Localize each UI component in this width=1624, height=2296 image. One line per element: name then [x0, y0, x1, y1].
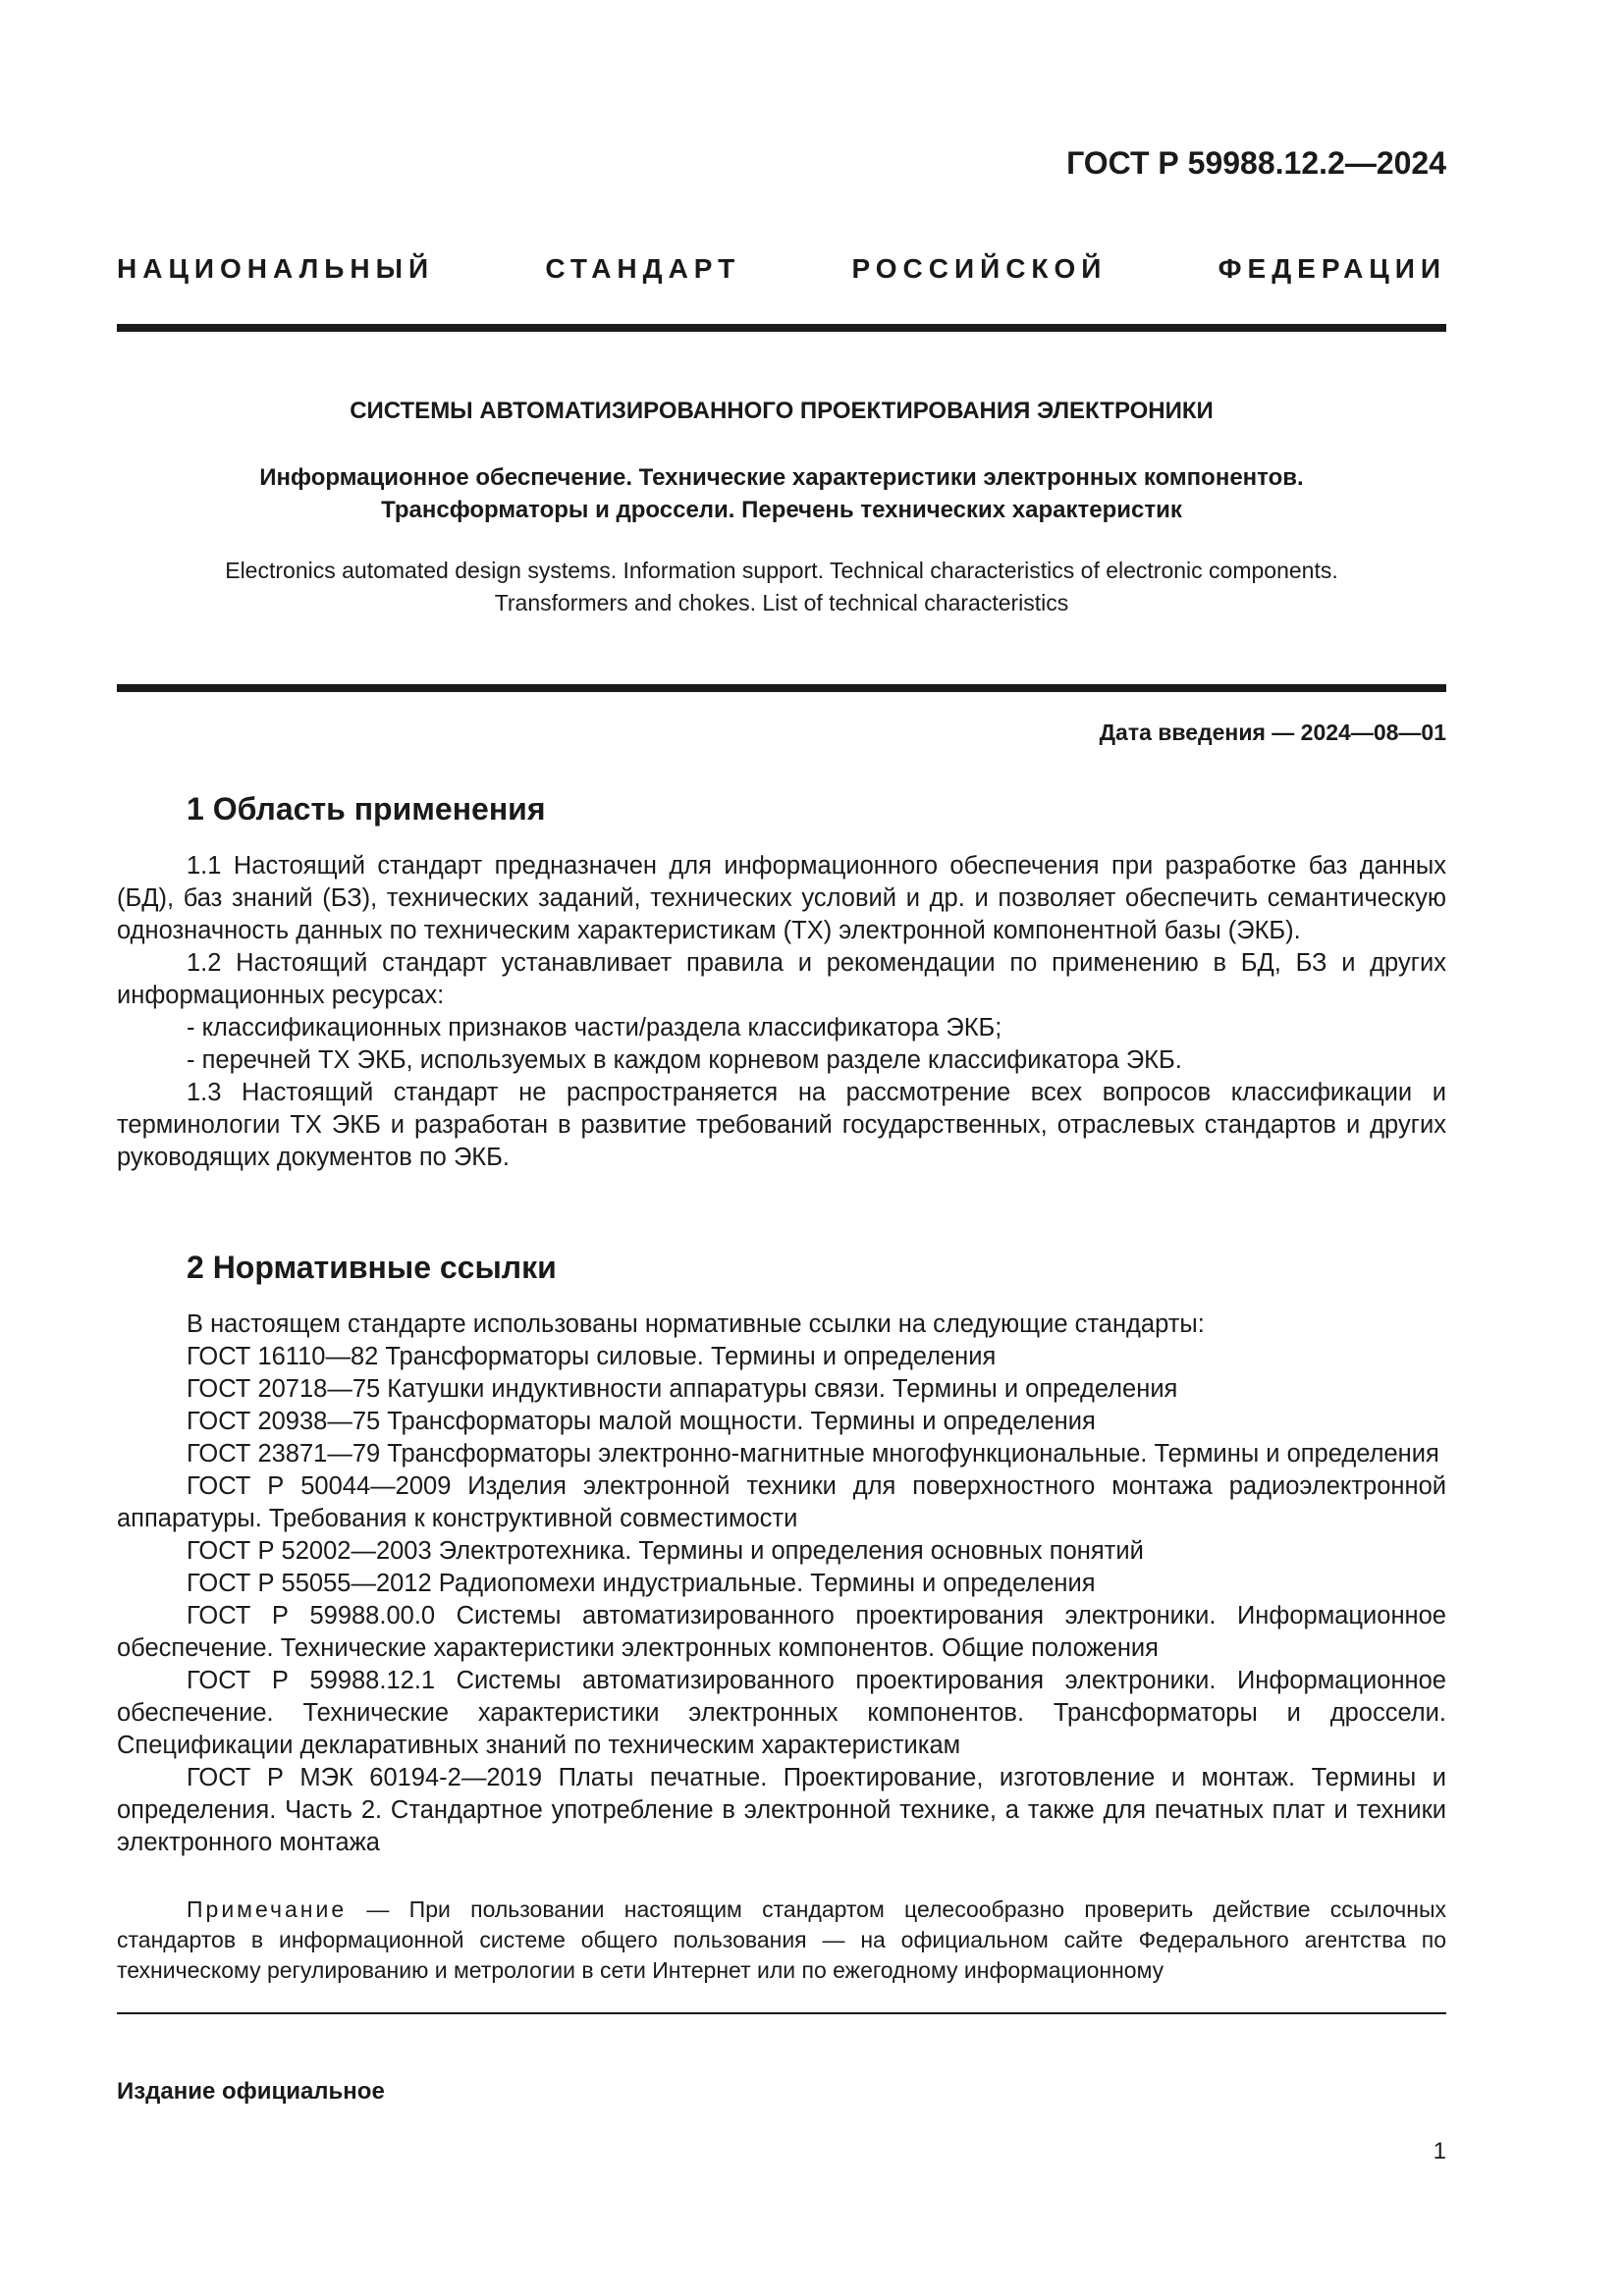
english-title-line-2: Transformers and chokes. List of technical characteristics: [494, 590, 1069, 615]
english-title: [117, 555, 1446, 619]
introduction-date: Дата введения — 2024—08—01: [1099, 720, 1446, 745]
section-1-body: [117, 850, 1446, 1174]
reference-item: ГОСТ Р 59988.00.0 Системы автоматизированного проектирования электроники. Информационное обеспечение. Технические характеристики электронных компонентов. Общие положения: [117, 1602, 1446, 1662]
reference-item: ГОСТ 23871—79 Трансформаторы электронно-магнитные многофункциональные. Термины и определения: [187, 1440, 1439, 1468]
reference-item: ГОСТ 20938—75 Трансформаторы малой мощности. Термины и определения: [187, 1408, 1096, 1435]
paragraph-1-3: 1.3 Настоящий стандарт не распространяется на рассмотрение всех вопросов классификации и терминологии ТХ ЭКБ и разработан в развитие требований государственных, отраслевых стандартов и других руководящих документов по ЭКБ.: [117, 1079, 1446, 1171]
subtitle-line-1: Информационное обеспечение. Технические характеристики электронных компонентов.: [259, 464, 1304, 491]
note-label: Примечание: [187, 1896, 348, 1922]
document-subtitle: [117, 461, 1446, 526]
note-paragraph: [117, 1895, 1446, 1986]
english-title-line-1: Electronics automated design systems. Information support. Technical characteristics of electronic components.: [225, 558, 1338, 583]
edition-label: Издание официальное: [117, 2078, 385, 2105]
list-item: - классификационных признаков части/раздела классификатора ЭКБ;: [187, 1014, 1002, 1041]
reference-item: ГОСТ 20718—75 Катушки индуктивности аппаратуры связи. Термины и определения: [187, 1375, 1178, 1403]
reference-item: ГОСТ Р МЭК 60194-2—2019 Платы печатные. Проектирование, изготовление и монтаж. Термины и определения. Часть 2. Стандартное употребление в электронной технике, а также для печатных плат и техники электронного монтажа: [117, 1764, 1446, 1856]
list-item: - перечней ТХ ЭКБ, используемых в каждом корневом разделе классификатора ЭКБ.: [187, 1046, 1182, 1074]
reference-item: ГОСТ Р 55055—2012 Радиопомехи индустриальные. Термины и определения: [187, 1570, 1096, 1597]
top-divider: [117, 324, 1446, 332]
subtitle-line-2: Трансформаторы и дроссели. Перечень технических характеристик: [381, 497, 1182, 523]
page-number: 1: [1433, 2138, 1446, 2164]
title-divider: [117, 684, 1446, 692]
section-2-body: [117, 1308, 1446, 1859]
footer-divider: [117, 2012, 1446, 2014]
document-number: ГОСТ Р 59988.12.2—2024: [1066, 145, 1446, 181]
section-2-heading: 2 Нормативные ссылки: [187, 1250, 557, 1285]
national-standard-banner: НАЦИОНАЛЬНЫЙ СТАНДАРТ РОССИЙСКОЙ ФЕДЕРАЦИИ: [117, 253, 1446, 284]
section-1-heading: 1 Область применения: [187, 791, 546, 827]
reference-item: ГОСТ 16110—82 Трансформаторы силовые. Термины и определения: [187, 1343, 997, 1370]
note-block: [117, 1895, 1446, 1986]
note-text: — При пользовании настоящим стандартом целесообразно проверить действие ссылочных стандартов в информационной системе общего пользования — на официальном сайте Федерального агентства по техническому регулированию и метрологии в сети Интернет или по ежегодному информационному: [117, 1896, 1446, 1983]
reference-item: ГОСТ Р 52002—2003 Электротехника. Термины и определения основных понятий: [187, 1537, 1144, 1565]
paragraph-1-2: 1.2 Настоящий стандарт устанавливает правила и рекомендации по применению в БД, БЗ и других информационных ресурсах:: [117, 949, 1446, 1009]
reference-item: ГОСТ Р 59988.12.1 Системы автоматизированного проектирования электроники. Информационное обеспечение. Технические характеристики электронных компонентов. Трансформаторы и дроссели. Спецификации декларативных знаний по техническим характеристикам: [117, 1667, 1446, 1759]
document-title: СИСТЕМЫ АВТОМАТИЗИРОВАННОГО ПРОЕКТИРОВАНИЯ ЭЛЕКТРОНИКИ: [350, 398, 1214, 424]
reference-item: ГОСТ Р 50044—2009 Изделия электронной техники для поверхностного монтажа радиоэлектронной аппаратуры. Требования к конструктивной совместимости: [117, 1472, 1446, 1532]
paragraph-1-1: 1.1 Настоящий стандарт предназначен для информационного обеспечения при разработке баз данных (БД), баз знаний (БЗ), технических заданий, технических условий и др. и позволяет обеспечить семантическую однозначность данных по техническим характеристикам (ТХ) электронной компонентной базы (ЭКБ).: [117, 852, 1446, 944]
references-intro: В настоящем стандарте использованы нормативные ссылки на следующие стандарты:: [187, 1310, 1205, 1338]
